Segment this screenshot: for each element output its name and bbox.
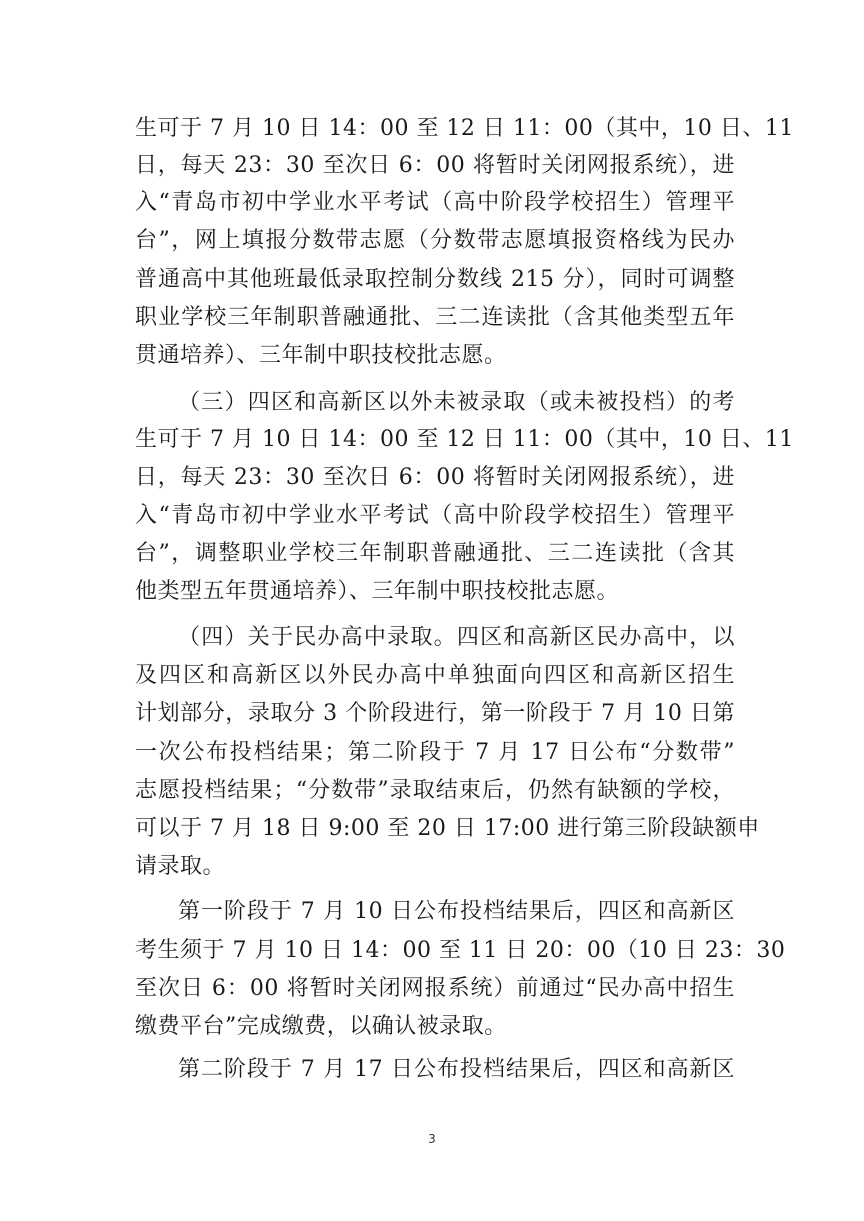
text-line: 台”，网上填报分数带志愿（分数带志愿填报资格线为民办 bbox=[135, 228, 735, 253]
text-line: 第二阶段于 7 月 17 日公布投档结果后，四区和高新区 bbox=[178, 1057, 735, 1082]
text-line: 第一阶段于 7 月 10 日公布投档结果后，四区和高新区 bbox=[178, 899, 735, 924]
text-line: 计划部分，录取分 3 个阶段进行，第一阶段于 7 月 10 日第 bbox=[135, 701, 735, 726]
text-line: 志愿投档结果；“分数带”录取结束后，仍然有缺额的学校， bbox=[135, 778, 735, 803]
text-line: 及四区和高新区以外民办高中单独面向四区和高新区招生 bbox=[135, 663, 735, 688]
text-line: 缴费平台”完成缴费，以确认被录取。 bbox=[135, 1014, 507, 1039]
text-line: 日，每天 23：30 至次日 6：00 将暂时关闭网报系统），进 bbox=[135, 153, 735, 178]
text-line: 考生须于 7 月 10 日 14：00 至 11 日 20：00（10 日 23：30 bbox=[135, 938, 786, 963]
text-line: 日，每天 23：30 至次日 6：00 将暂时关闭网报系统），进 bbox=[135, 465, 735, 490]
text-line: 生可于 7 月 10 日 14：00 至 12 日 11：00（其中，10 日、11 bbox=[135, 427, 794, 452]
text-line: （四）关于民办高中录取。四区和高新区民办高中，以 bbox=[178, 625, 735, 650]
text-line: 入“青岛市初中学业水平考试（高中阶段学校招生）管理平 bbox=[135, 503, 735, 528]
text-line: 生可于 7 月 10 日 14：00 至 12 日 11：00（其中，10 日、11 bbox=[135, 116, 794, 141]
text-line: 普通高中其他班最低录取控制分数线 215 分），同时可调整 bbox=[135, 267, 735, 292]
page-number: 3 bbox=[428, 1132, 436, 1146]
text-line: 他类型五年贯通培养）、三年制中职技校批志愿。 bbox=[135, 579, 620, 604]
text-line: 入“青岛市初中学业水平考试（高中阶段学校招生）管理平 bbox=[135, 190, 735, 215]
text-line: 一次公布投档结果；第二阶段于 7 月 17 日公布“分数带” bbox=[135, 740, 735, 765]
text-line: （三）四区和高新区以外未被录取（或未被投档）的考 bbox=[178, 390, 735, 415]
text-line: 贯通培养）、三年制中职技校批志愿。 bbox=[135, 343, 507, 368]
text-line: 至次日 6：00 将暂时关闭网报系统）前通过“民办高中招生 bbox=[135, 976, 735, 1001]
text-line: 职业学校三年制职普融通批、三二连读批（含其他类型五年 bbox=[135, 305, 735, 330]
text-line: 台”，调整职业学校三年制职普融通批、三二连读批（含其 bbox=[135, 541, 735, 566]
text-line: 可以于 7 月 18 日 9:00 至 20 日 17:00 进行第三阶段缺额申 bbox=[135, 816, 760, 841]
text-line: 请录取。 bbox=[135, 854, 226, 879]
